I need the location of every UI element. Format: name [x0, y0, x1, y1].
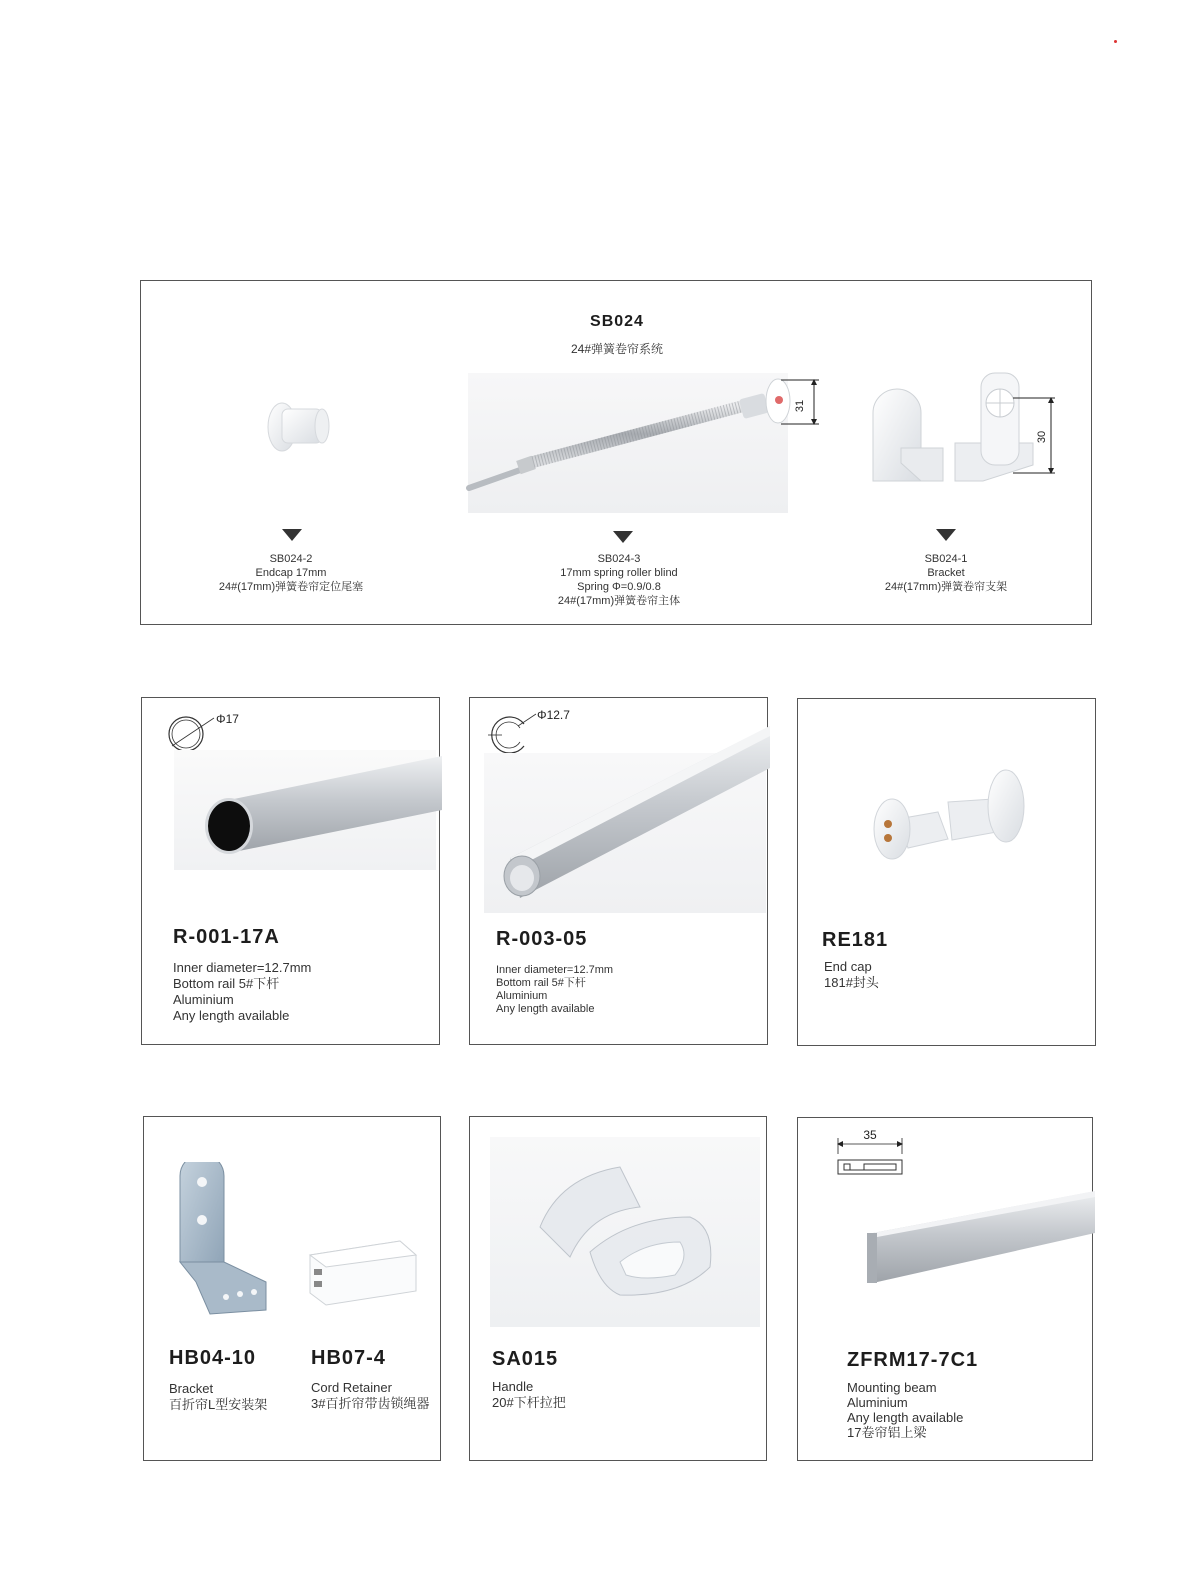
end-cap-image [868, 764, 1038, 864]
product-code: HB04-10 [169, 1347, 257, 1369]
product-card-hb [143, 1116, 441, 1461]
cord-retainer-image [304, 1235, 424, 1315]
desc-line: Handle [492, 1379, 534, 1394]
part-line: 24#(17mm)弹簧卷帘支架 [884, 581, 1008, 593]
product-desc [311, 1380, 429, 1412]
part-line: 17mm spring roller blind [560, 567, 678, 579]
corner-dot [1114, 40, 1117, 43]
desc-line: Any length available [847, 1410, 964, 1425]
part-line: Spring Φ=0.9/0.8 [577, 581, 661, 593]
desc-line: 181#封头 [824, 975, 879, 990]
product-code: R-003-05 [496, 928, 588, 950]
desc-line: Bracket [169, 1381, 214, 1396]
product-desc [496, 964, 613, 1016]
desc-line: Bottom rail 5#下杆 [173, 976, 280, 991]
product-card-sa015 [469, 1116, 767, 1461]
desc-line: Aluminium [847, 1395, 908, 1410]
desc-line: 百折帘L型安装架 [169, 1397, 268, 1412]
product-code: HB07-4 [311, 1347, 386, 1369]
product-card-r00305 [469, 697, 768, 1045]
desc-line: 3#百折帘带齿锁绳器 [311, 1396, 430, 1411]
spring-roller-image [463, 376, 853, 506]
dim-31-label: 31 [794, 399, 806, 413]
bracket-image [863, 363, 1063, 493]
desc-line: Any length available [173, 1008, 290, 1023]
system-subtitle: 24#弹簧卷帘系统 [570, 342, 664, 356]
arrow-down-icon [936, 529, 956, 541]
dim-label: Φ12.7 [537, 708, 570, 722]
product-code: R-001-17A [173, 926, 280, 948]
dim-label: 35 [863, 1128, 877, 1142]
part-caption [181, 553, 401, 593]
product-desc [169, 1381, 267, 1413]
desc-line: 17卷帘铝上梁 [847, 1425, 927, 1440]
desc-line: Inner diameter=12.7mm [496, 964, 614, 976]
desc-line: Mounting beam [847, 1380, 937, 1395]
desc-line: Cord Retainer [311, 1380, 392, 1395]
part-line: 24#(17mm)弹簧卷帘定位尾塞 [218, 581, 364, 593]
system-code: SB024 [590, 313, 644, 330]
round-tube-image [197, 750, 442, 865]
arrow-down-icon [282, 529, 302, 541]
part-line: Bracket [927, 567, 965, 579]
product-code: SA015 [492, 1348, 559, 1370]
product-card-r00117a [141, 697, 440, 1045]
product-desc [492, 1379, 566, 1411]
l-bracket-image [166, 1162, 276, 1322]
dim-30-label: 30 [1036, 430, 1048, 444]
bottom-rail-image [490, 718, 770, 898]
product-card-re181 [797, 698, 1096, 1046]
desc-line: 20#下杆拉把 [492, 1395, 566, 1410]
desc-line: Bottom rail 5#下杆 [496, 977, 586, 989]
handle-image [530, 1157, 730, 1307]
dim-label: Φ17 [216, 712, 239, 726]
desc-line: Aluminium [173, 992, 234, 1007]
desc-line: Inner diameter=12.7mm [173, 960, 312, 975]
part-line: 24#(17mm)弹簧卷帘主体 [557, 595, 681, 607]
part-code: SB024-2 [269, 553, 313, 565]
product-card-zfrm [797, 1117, 1093, 1461]
sb024-system-panel [140, 280, 1092, 625]
desc-line: Any length available [496, 1003, 595, 1015]
part-caption [836, 553, 1056, 593]
arrow-down-icon [613, 531, 633, 543]
product-desc [824, 959, 879, 991]
part-line: Endcap 17mm [255, 567, 327, 579]
desc-line: Aluminium [496, 990, 548, 1002]
beam-section-icon [834, 1128, 914, 1183]
part-code: SB024-1 [924, 553, 968, 565]
part-caption [509, 553, 729, 607]
product-code: RE181 [822, 929, 889, 951]
product-code: ZFRM17-7C1 [847, 1349, 979, 1371]
desc-line: End cap [824, 959, 872, 974]
product-desc [847, 1380, 963, 1440]
endcap-image [256, 391, 336, 461]
mounting-beam-image [863, 1183, 1095, 1293]
part-code: SB024-3 [597, 553, 641, 565]
product-desc [173, 960, 311, 1024]
